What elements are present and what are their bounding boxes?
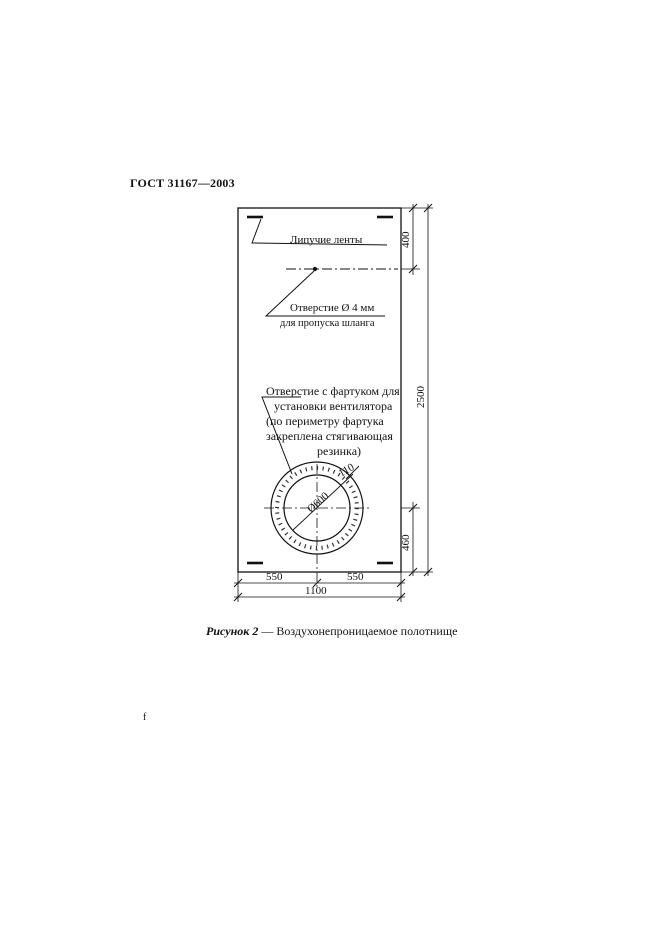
- dim-half-width-right: 550: [347, 571, 364, 583]
- dim-total-width: 1100: [305, 585, 327, 597]
- label-tapes: Липучие ленты: [290, 234, 363, 246]
- label-apron-line4: закреплена стягивающая: [266, 429, 393, 443]
- figure-caption: [206, 624, 457, 639]
- label-hole4-line1: Отверстие Ø 4 мм: [290, 302, 375, 314]
- label-apron-line1: Отверстие с фартуком для: [266, 384, 400, 398]
- document-header: ГОСТ 31167—2003: [130, 176, 235, 190]
- dim-top-offset: 400: [400, 231, 412, 248]
- label-apron-line5: резинка): [317, 444, 362, 458]
- label-apron-line2: установки вентилятора: [274, 399, 393, 413]
- figure-caption-label: Рисунок 2: [206, 624, 259, 638]
- dim-apron-width: 110: [336, 461, 357, 480]
- label-hole4-line2: для пропуска шланга: [280, 318, 375, 329]
- figure-caption-text: — Воздухонепроницаемое полотнище: [258, 624, 458, 638]
- stray-mark: f: [143, 712, 147, 723]
- label-apron-line3: (по периметру фартука: [266, 414, 384, 428]
- dim-bottom-offset: 460: [400, 534, 412, 551]
- dim-hole-diameter: Ø600: [304, 489, 332, 516]
- hole4-mark: [313, 267, 316, 270]
- dim-half-width-left: 550: [266, 571, 283, 583]
- dim-total-height: 2500: [415, 386, 427, 408]
